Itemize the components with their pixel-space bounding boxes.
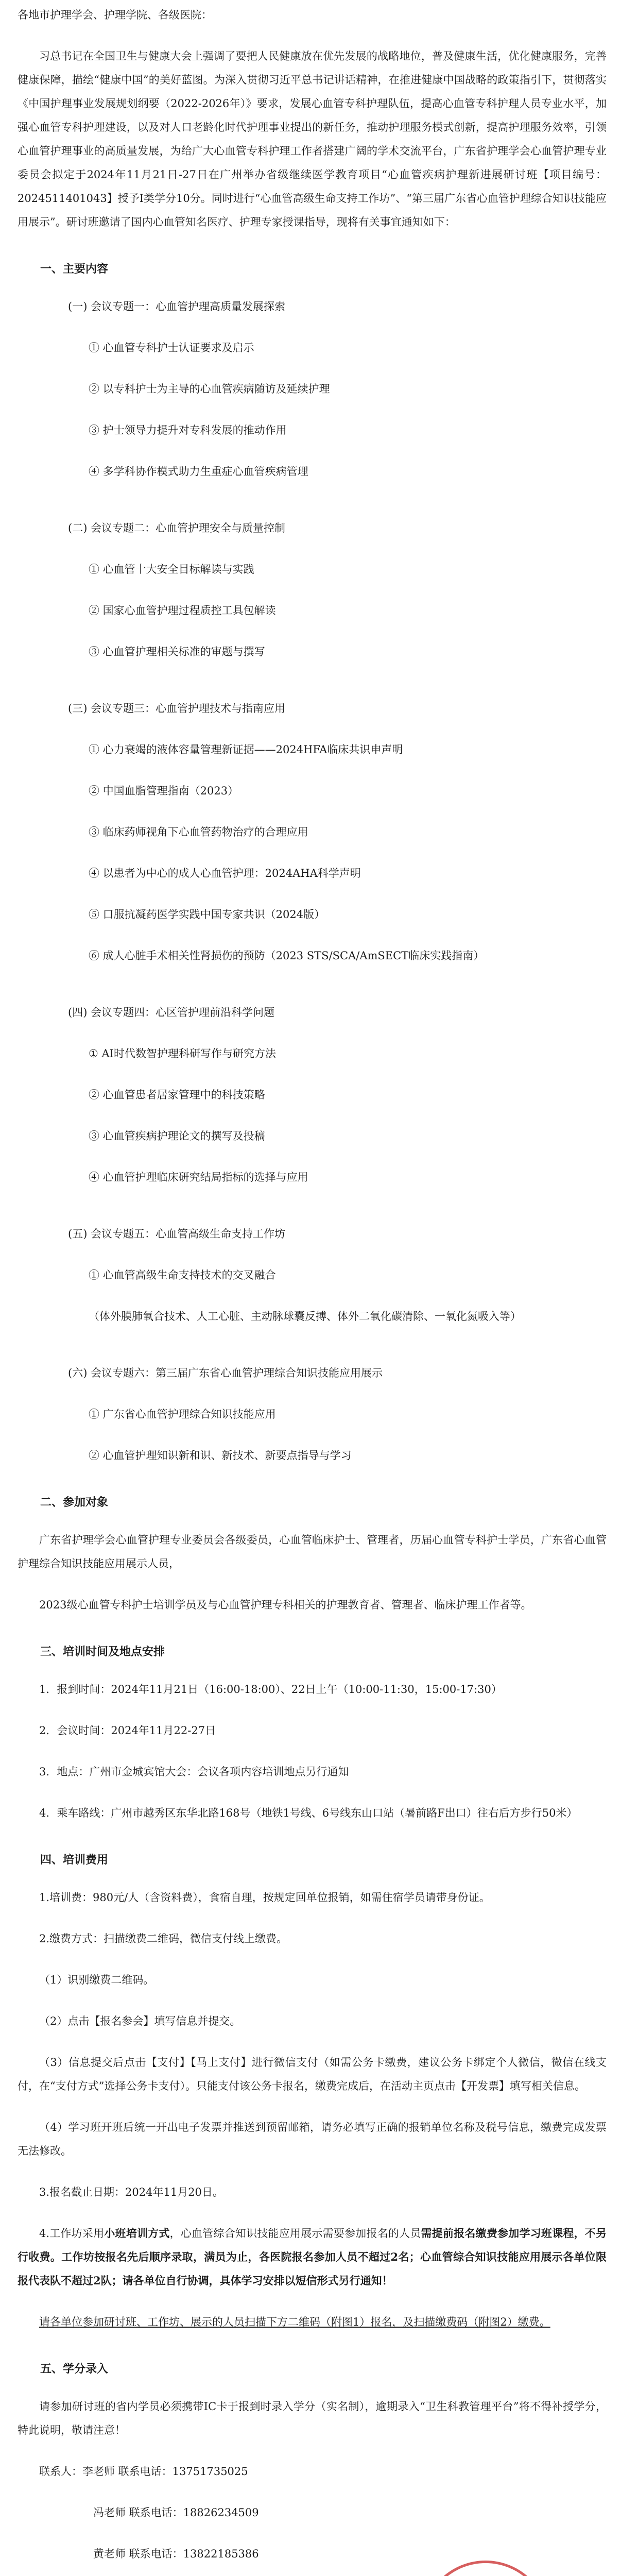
- workshop-notice: [18, 2222, 607, 2293]
- topic-3-item: ④ 以患者为中心的成人心血管护理：2024AHA科学声明: [89, 867, 361, 879]
- intro-paragraph: 习总书记在全国卫生与健康大会上强调了要把人民健康放在优先发展的战略地位，普及健康生活，优化健康服务，完善健康保障，描绘“健康中国”的美好蓝图。为深入贯彻习近平总书记讲话精神，在推进健康中国战略的政策指引下，贯彻落实《中国护理事业发展规划纲要（2022-2026年）》要求，发展心血管专科护理队伍，提高心血管专科护理人员专业水平，加强心血管专科护理建设，以及对人口老龄化时代护理事业提出的新任务，推动护理服务模式创新，提高护理服务效率，引领心血管护理事业的高质量发展，为给广大心血管专科护理工作者搭建广阔的学术交流平台，广东省护理学会心血管护理专业委员会拟定于2024年11月21日-27日在广州举办省级继续医学教育项目“心血管疾病护理新进展研讨班【项目编号：2024511401043】授予Ⅰ类学分10分。同时进行“心血管高级生命支持工作坊”、“第三届广东省心血管护理综合知识技能应用展示”。研讨班邀请了国内心血管知名医疗、护理专家授课指导，现将有关事宜通知如下：: [18, 50, 607, 228]
- topic-2: (二) 会议专题二：心血管护理安全与质量控制: [68, 522, 286, 534]
- registration-deadline: 3.报名截止日期：2024年11月20日。: [39, 2186, 223, 2198]
- topic-3-item: ③ 临床药师视角下心血管药物治疗的合理应用: [89, 826, 308, 838]
- topic-3-item: ① 心力衰竭的液体容量管理新证据——2024HFA临床共识申声明: [89, 743, 403, 756]
- participants-paragraph: 2023级心血管专科护士培训学员及与心血管护理专科相关的护理教育者、管理者、临床护理工作者等。: [39, 1599, 532, 1611]
- topic-5-item: （体外膜肺氧合技术、人工心脏、主动脉球囊反搏、体外二氧化碳清除、一氧化氮吸入等）: [89, 1310, 521, 1323]
- workshop-notice-b: 小班培训方式: [104, 2227, 170, 2240]
- contact-3: 黄老师 联系电话：13822185386: [93, 2548, 259, 2560]
- topic-5: (五) 会议专题五：心血管高级生命支持工作坊: [68, 1228, 286, 1240]
- section-3-heading: 三、培训时间及地点安排: [40, 1646, 165, 1658]
- workshop-notice-a: 4.工作坊采用: [39, 2227, 105, 2240]
- payment-step: （4）学习班开班后统一开出电子发票并推送到预留邮箱，请务必填写正确的报销单位名称及税号信息，缴费完成发票无法修改。: [18, 2121, 607, 2157]
- topic-1-item: ③ 护士领导力提升对专科发展的推动作用: [89, 424, 287, 436]
- section-2-heading: 二、参加对象: [40, 1496, 109, 1509]
- topic-1-item: ① 心血管专科护士认证要求及启示: [89, 342, 254, 354]
- topic-3-item: ⑤ 口服抗凝药医学实践中国专家共识（2024版）: [89, 908, 325, 921]
- salutation: 各地市护理学会、护理学院、各级医院：: [18, 9, 212, 21]
- section-4-heading: 四、培训费用: [40, 1854, 109, 1867]
- topic-1: (一) 会议专题一：心血管护理高质量发展探索: [68, 300, 286, 313]
- fee-line: 1.培训费：980元/人（含资料费），食宿自理，按规定回单位报销，如需住宿学员请带身份证。: [39, 1891, 490, 1904]
- credit-paragraph: 请参加研讨班的省内学员必须携带IC卡于报到时录入学分（实名制），逾期录入“卫生科教管理平台”将不得补授学分，特此说明，敬请注意！: [18, 2400, 607, 2436]
- topic-2-item: ③ 心血管护理相关标准的审题与撰写: [89, 646, 265, 658]
- registration-instruction: 请各单位参加研讨班、工作坊、展示的人员扫描下方二维码（附图1）报名，及扫描缴费码（附图2）缴费。: [39, 2316, 550, 2328]
- topic-4-item: ③ 心血管疾病护理论文的撰写及投稿: [89, 1130, 265, 1142]
- topic-5-item: ① 心血管高级生命支持技术的交叉融合: [89, 1269, 276, 1281]
- meeting-time: 2．会议时间：2024年11月22-27日: [39, 1724, 216, 1737]
- topic-4-item: ④ 心血管护理临床研究结局指标的选择与应用: [89, 1171, 308, 1183]
- payment-method: 2.缴费方式：扫描缴费二维码，微信支付线上缴费。: [39, 1933, 288, 1945]
- payment-step: （3）信息提交后点击【支付】【马上支付】进行微信支付（如需公务卡缴费，建议公务卡绑定个人微信，微信在线支付，在“支付方式”选择公务卡支付）。只能支付该公务卡报名，缴费完成后，在活动主页点击【开发票】填写相关信息。: [18, 2056, 607, 2092]
- section-1-heading: 一、主要内容: [40, 263, 109, 276]
- venue: 3．地点：广州市金城宾馆大会：会议各项内容培训地点另行通知: [39, 1766, 349, 1778]
- workshop-notice-c: ，心血管综合知识技能应用展示需要参加报名的人员: [169, 2227, 421, 2240]
- topic-6-item: ② 心血管护理知识新和识、新技术、新要点指导与学习: [89, 1449, 352, 1462]
- topic-1-item: ② 以专科护士为主导的心血管疾病随访及延续护理: [89, 383, 330, 395]
- contact-1: 联系人：李老师 联系电话：13751735025: [39, 2465, 248, 2478]
- workshop-notice-d: 需提前报名缴费参加学习班课程，不另行收费。工作坊按报名先后顺序录取，满员为止，各医院报名参加人员不超过2名；心血管综合知识技能应用展示各单位限报代表队不超过2队；请各单位自行协调，具体学习安排以短信形式另行通知！: [18, 2227, 607, 2287]
- topic-4-item: ① AI时代数智护理科研写作与研究方法: [89, 1047, 276, 1060]
- transport-route: 4．乘车路线：广州市越秀区东华北路168号（地铁1号线、6号线东山口站（暑前路F出口）往右后方步行50米）: [39, 1807, 578, 1819]
- topic-3-item: ② 中国血脂管理指南（2023）: [89, 785, 239, 797]
- topic-1-item: ④ 多学科协作模式助力生重症心血管疾病管理: [89, 465, 308, 478]
- topic-6-item: ① 广东省心血管护理综合知识技能应用: [89, 1408, 276, 1420]
- topic-6: (六) 会议专题六：第三届广东省心血管护理综合知识技能应用展示: [68, 1367, 383, 1379]
- report-time: 1．报到时间：2024年11月21日（16:00-18:00）、22日上午（10:00-11:30，15:00-17:30）: [39, 1683, 502, 1696]
- topic-2-item: ② 国家心血管护理过程质控工具包解读: [89, 604, 276, 617]
- payment-step: （2）点击【报名参会】填写信息并提交。: [39, 2015, 241, 2027]
- topic-3: (三) 会议专题三：心血管护理技术与指南应用: [68, 702, 286, 715]
- participants-paragraph: 广东省护理学会心血管护理专业委员会各级委员，心血管临床护士、管理者，历届心血管专科护士学员，广东省心血管护理综合知识技能应用展示人员，: [18, 1534, 607, 1570]
- topic-4: (四) 会议专题四：心区管护理前沿科学问题: [68, 1006, 275, 1019]
- topic-2-item: ① 心血管十大安全目标解读与实践: [89, 563, 254, 575]
- payment-step: （1）识别缴费二维码。: [39, 1974, 154, 1986]
- topic-3-item: ⑥ 成人心脏手术相关性肾损伤的预防（2023 STS/SCA/AmSECT临床实践指南）: [89, 950, 485, 962]
- section-5-heading: 五、学分录入: [40, 2363, 109, 2376]
- contact-2: 冯老师 联系电话：18826234509: [93, 2506, 259, 2519]
- topic-4-item: ② 心血管患者居家管理中的科技策略: [89, 1089, 265, 1101]
